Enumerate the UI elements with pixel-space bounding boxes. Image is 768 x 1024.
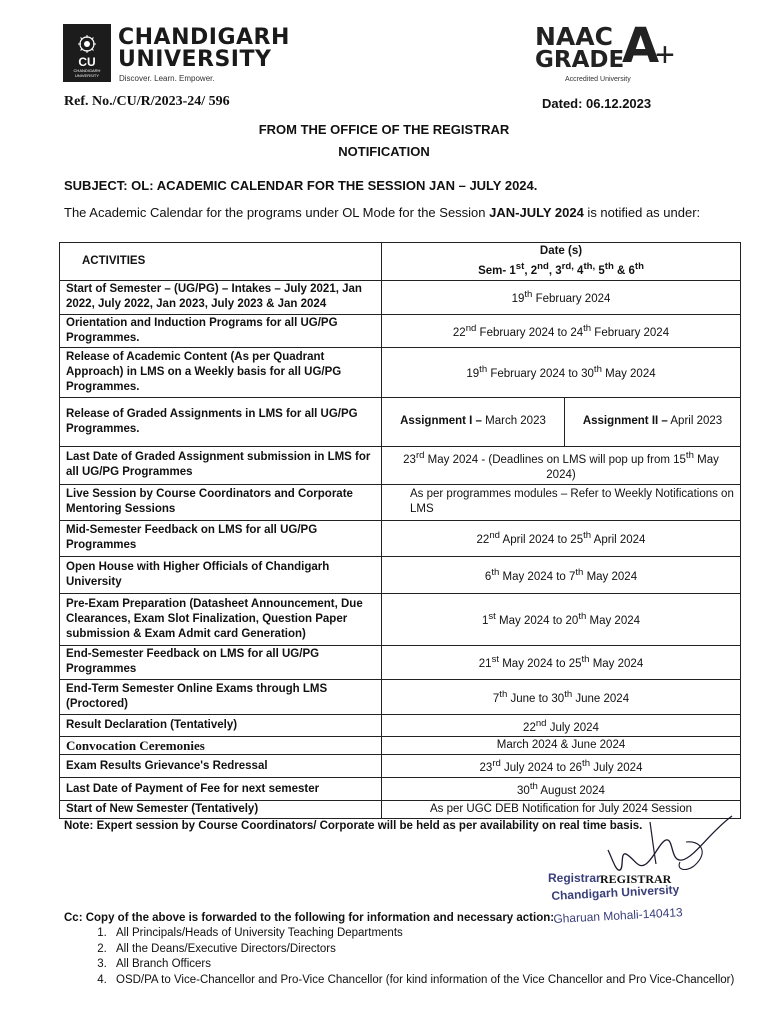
table-row	[60, 714, 741, 737]
table-row	[60, 778, 741, 801]
assignment-1-cell: Assignment I – March 2023	[382, 397, 565, 446]
activity-cell: Exam Results Grievance's Redressal	[60, 755, 382, 778]
list-item: 4. OSD/PA to Vice-Chancellor and Pro-Vice Chancellor (for kind information of the Vice Chancellor and Pro Vice-Chancellor)	[110, 973, 750, 989]
table-row	[60, 484, 741, 520]
naac-grade-text: GRADE	[535, 47, 625, 73]
notification-heading: NOTIFICATION	[338, 144, 430, 159]
date-cell: 22nd July 2024	[382, 714, 741, 737]
intro-paragraph: The Academic Calendar for the programs under OL Mode for the Session JAN-JULY 2024 is notified as under:	[64, 205, 701, 220]
table-row	[60, 755, 741, 778]
activity-cell: Mid-Semester Feedback on LMS for all UG/PG Programmes	[60, 520, 382, 556]
note-text: Note: Expert session by Course Coordinators/ Corporate will be held as per availability on real time basis.	[64, 820, 643, 832]
date-cell: 30th August 2024	[382, 778, 741, 801]
table-row	[60, 645, 741, 679]
university-tagline: Discover. Learn. Empower.	[119, 74, 215, 83]
registrar-stamp-text: Registrar	[548, 871, 601, 885]
date-cell: 19th February 2024	[382, 280, 741, 314]
activity-cell: Release of Graded Assignments in LMS for all UG/PG Programmes.	[60, 397, 382, 446]
activity-cell: Last Date of Payment of Fee for next semester	[60, 778, 382, 801]
university-name: CHANDIGARH UNIVERSITY	[118, 25, 290, 72]
naac-grade-letter: A	[622, 18, 660, 74]
header-semesters: Sem- 1st, 2nd, $3^{rd,}$ $4^{th,}$ 5th & 6th	[478, 261, 644, 277]
table-row	[60, 347, 741, 397]
activity-cell: End-Semester Feedback on LMS for all UG/PG Programmes	[60, 645, 382, 679]
naac-accredited: Accredited University	[565, 76, 631, 83]
date-cell: March 2024 & June 2024	[382, 737, 741, 755]
naac-text: NAAC	[535, 22, 613, 51]
stamp-address: Gharuan Mohali-140413	[553, 905, 683, 926]
header-activities: ACTIVITIES	[60, 243, 382, 281]
activity-cell: Orientation and Induction Programs for all UG/PG Programmes.	[60, 314, 382, 347]
date-cell: 1st May 2024 to 20th May 2024	[382, 593, 741, 645]
table-row	[60, 397, 741, 446]
office-heading: FROM THE OFFICE OF THE REGISTRAR	[258, 122, 510, 137]
date-cell: 21st May 2024 to 25th May 2024	[382, 645, 741, 679]
header-dates: Date (s) Sem- 1st, 2nd, $3^{rd,}$ $4^{th,}$ 5th & 6th	[382, 243, 741, 281]
date-cell: As per programmes modules – Refer to Weekly Notifications on LMS	[382, 484, 741, 520]
activity-cell: Pre-Exam Preparation (Datasheet Announcement, Due Clearances, Exam Slot Finalization, Question Paper submission & Exam Admit card Generation)	[60, 593, 382, 645]
date-issued: Dated: 06.12.2023	[542, 96, 652, 111]
date-cell: As per UGC DEB Notification for July 2024 Session	[382, 801, 741, 819]
registrar-title: REGISTRAR	[600, 872, 672, 886]
activity-cell: Release of Academic Content (As per Quadrant Approach) in LMS on a Weekly basis for all UG/PG Programmes.	[60, 347, 382, 397]
date-cell: 23rd July 2024 to 26th July 2024	[382, 755, 741, 778]
reference-number: Ref. No./CU/R/2023-24/ 596	[64, 94, 230, 109]
logo-small-text: CHANDIGARH UNIVERSITY	[73, 68, 101, 78]
table-row	[60, 446, 741, 484]
date-cell: 23rd May 2024 - (Deadlines on LMS will pop up from 15th May 2024)	[382, 446, 741, 484]
university-logo	[63, 24, 111, 82]
activity-cell: End-Term Semester Online Exams through LMS (Proctored)	[60, 679, 382, 714]
table-row	[60, 280, 741, 314]
table-row	[60, 593, 741, 645]
date-cell: 19th February 2024 to 30th May 2024	[382, 347, 741, 397]
activity-cell: Result Declaration (Tentatively)	[60, 714, 382, 737]
date-cell: 7th June to 30th June 2024	[382, 679, 741, 714]
list-item: 2. All the Deans/Executive Directors/Directors	[110, 942, 750, 958]
activity-cell: Last Date of Graded Assignment submission in LMS for all UG/PG Programmes	[60, 446, 382, 484]
table-row	[60, 520, 741, 556]
activity-cell: Live Session by Course Coordinators and Corporate Mentoring Sessions	[60, 484, 382, 520]
assignment-2-cell: Assignment II – April 2023	[565, 397, 741, 446]
academic-calendar-table	[59, 242, 741, 819]
stamp-university: Chandigarh University	[551, 882, 680, 903]
date-cell: 22nd April 2024 to 25th April 2024	[382, 520, 741, 556]
table-header-row	[60, 243, 741, 281]
date-cell: 22nd February 2024 to 24th February 2024	[382, 314, 741, 347]
activity-cell: Start of New Semester (Tentatively)	[60, 801, 382, 819]
list-item: 3. All Branch Officers	[110, 957, 750, 973]
cc-list	[64, 926, 750, 988]
table-row	[60, 737, 741, 755]
subject-line: SUBJECT: OL: ACADEMIC CALENDAR FOR THE SESSION JAN – JULY 2024.	[64, 178, 538, 193]
activity-cell: Open House with Higher Officials of Chandigarh University	[60, 556, 382, 593]
table-row	[60, 314, 741, 347]
date-cell: 6th May 2024 to 7th May 2024	[382, 556, 741, 593]
naac-logo	[535, 18, 685, 86]
list-item: 1. All Principals/Heads of University Teaching Departments	[110, 926, 750, 942]
naac-grade-plus: +	[655, 36, 675, 74]
logo-text: CU	[78, 55, 96, 69]
activity-cell: Start of Semester – (UG/PG) – Intakes – July 2021, Jan 2022, July 2022, Jan 2023, July 2023 & Jan 2024	[60, 280, 382, 314]
table-row	[60, 556, 741, 593]
emblem-icon	[77, 34, 97, 54]
table-row	[60, 679, 741, 714]
cc-heading: Cc: Copy of the above is forwarded to the following for information and necessary action:	[64, 912, 555, 924]
activity-cell: Convocation Ceremonies	[60, 737, 382, 755]
